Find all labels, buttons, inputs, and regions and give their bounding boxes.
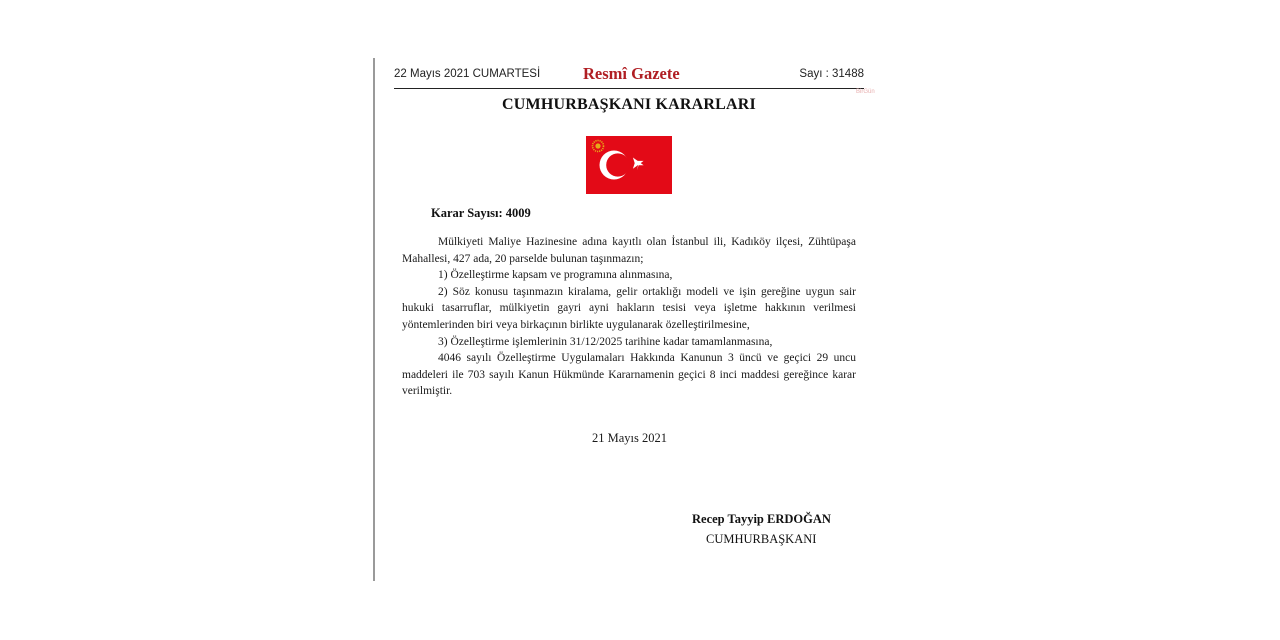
clause-1: 1) Özelleştirme kapsam ve programına alınmasına, <box>438 269 673 282</box>
decision-number: Karar Sayısı: 4009 <box>431 206 531 220</box>
clause-3: 3) Özelleştirme işlemlerinin 31/12/2025 tarihine kadar tamamlanmasına, <box>438 335 773 348</box>
page-margin-line <box>373 58 375 581</box>
issue-number: Sayı : 31488 <box>799 68 864 80</box>
turkish-flag-icon <box>586 136 672 194</box>
section-title: CUMHURBAŞKANI KARARLARI <box>502 96 756 113</box>
gazette-title: Resmî Gazete <box>583 64 680 83</box>
decision-body <box>402 234 856 400</box>
clause-2: 2) Söz konusu taşınmazın kiralama, gelir ortaklığı modeli ve işin gereğine uygun sair hukuki tasarruflar, mülkiyetin gayri ayni hakların tesisi veya işletme hakkının verilmesi yöntemlerinden biri veya birkaçının birlikte uygulanarak özelleştirilmesine, <box>402 285 856 331</box>
signature-date: 21 Mayıs 2021 <box>592 431 667 445</box>
gazette-header <box>394 62 864 88</box>
signer-title: CUMHURBAŞKANI <box>706 532 817 546</box>
header-divider <box>394 88 864 89</box>
intro-paragraph: Mülkiyeti Maliye Hazinesine adına kayıtlı olan İstanbul ili, Kadıköy ilçesi, Zühtüpaşa Mahallesi, 427 ada, 20 parselde bulunan taşınmazın; <box>402 236 856 265</box>
signer-name: Recep Tayyip ERDOĞAN <box>692 512 831 526</box>
closing-paragraph: 4046 sayılı Özelleştirme Uygulamaları Hakkında Kanunun 3 üncü ve geçici 29 uncu maddeleri ile 703 sayılı Kanun Hükmünde Kararnamenin geçici 8 inci maddesi gereğince karar verilmiştir. <box>402 352 856 398</box>
watermark: BirGün <box>856 89 875 95</box>
flag-crescent-inner <box>606 153 629 176</box>
header-date: 22 Mayıs 2021 CUMARTESİ <box>394 68 541 80</box>
